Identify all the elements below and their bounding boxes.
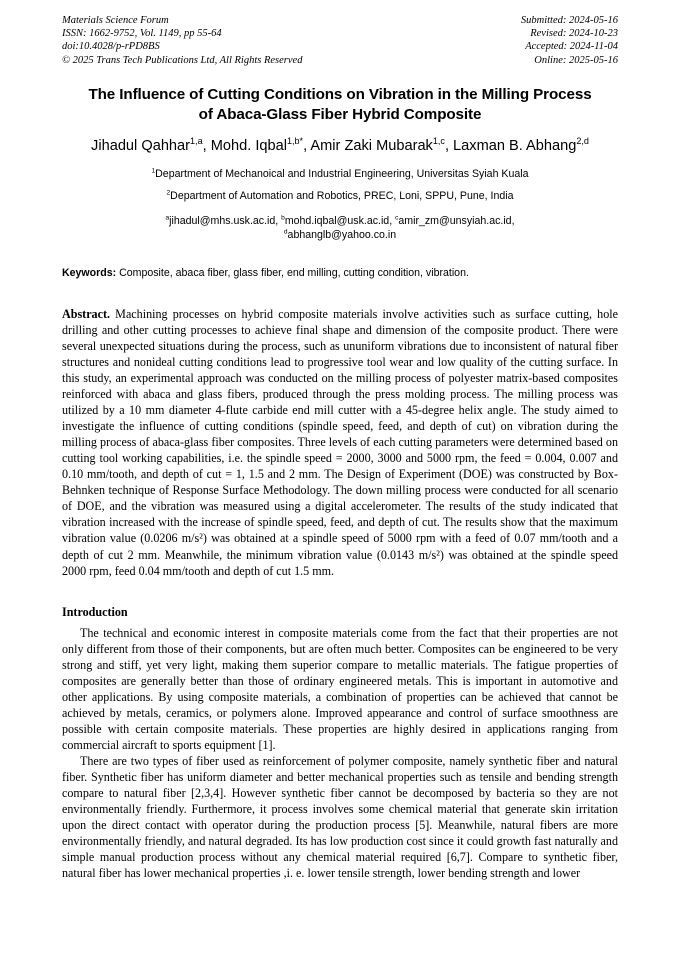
journal-copyright: © 2025 Trans Tech Publications Ltd, All Rights Reserved [62, 54, 303, 66]
author-separator: , [444, 137, 454, 154]
affiliation-2 [62, 189, 618, 203]
affiliation-text: Department of Mechanoical and Industrial Engineering, Universitas Syiah Kuala [155, 167, 529, 180]
journal-name: Materials Science Forum [62, 15, 169, 26]
paper-title [62, 85, 618, 125]
journal-header-left [62, 14, 302, 67]
author-affiliation-marker: 1,c [432, 135, 445, 146]
date-online: Online: 2025-05-16 [534, 54, 618, 66]
author-separator: , [303, 137, 311, 154]
affiliation-marker: 2 [166, 189, 171, 197]
author-emails-line-2 [62, 228, 618, 242]
date-submitted: Submitted: 2024-05-16 [520, 15, 618, 26]
journal-doi: doi:10.4028/p-rPD8BS [62, 41, 160, 53]
author-separator: , [202, 137, 211, 154]
journal-header [62, 14, 618, 67]
introduction-heading: Introduction [62, 604, 128, 619]
abstract-text: Machining processes on hybrid composite materials involve activities such as surface cutting, hole drilling and other cutting processes to achieve final shape and dimension of the composite product. There were several unexpected situations during the process, such as ununiform vibrations due to inconsistent of natural fiber structures and nonideal cutting conditions lead to progressive tool wear and low quality of the cutting surface. In this study, an experimental approach was conducted on the milling process of polyester matrix-based composites reinforced with abaca and glass fibers, produced through the press molding process. The milling process was utilized by a 10 mm diameter 4-flute carbide end mill cutter with a 45-degree helix angle. The study aimed to investigate the influence of cutting conditions (spindle speed, feed, and depth of cut) on vibration during the milling process of abaca-glass fiber composites. Three levels of each cutting parameters were determined based on cutting tool working capabilities, i.e. the spindle speed = 2000, 3000 and 5000 rpm, the feed = 0.004, 0.007 and 0.10 mm/tooth, and depth of cut = 1, 1.5 and 2 mm. The Design of Experiment (DOE) was constructed by Box-Behnken technique of Response Surface Methodology. The down milling process were conducted for all scenario of DOE, and the vibration was measured using a digital accelerometer. The results of the study indicated that vibration increased with the increase of spindle speed, feed, and depth of cut. The results show that the maximum vibration value (0.0206 m/s²) was obtained at a spindle speed of 5000 rpm with a feed of 0.07 mm/tooth and a depth of cut 2 mm. Meanwhile, the minimum vibration value (0.0143 m/s²) was obtained at the spindle speed 2000 rpm, feed 0.04 mm/tooth and depth of cut 1.5 mm. [62, 306, 618, 578]
affiliation-1 [62, 167, 618, 181]
paper-title-line-2: of Abaca-Glass Fiber Hybrid Composite [198, 105, 482, 123]
author-name: Laxman B. Abhang [453, 137, 577, 154]
email-marker: c [395, 214, 399, 222]
author-affiliation-marker: 2,d [576, 135, 589, 146]
email-marker: d [283, 228, 288, 236]
introduction-paragraph-1: The technical and economic interest in composite materials come from the fact that their properties are not only different from those of their components, but are often much better. Composites can be engineered to be very strong and stiff, yet very light, making them superior compare to metallic materials. The fatigue properties of composites are generally better than those of ordinary engineered metals. This is important in automotive and other applications. By using composite materials, a combination of properties can be achieved that cannot be achieved by metals, ceramics, or polymers alone. Improved appearance and control of surface smoothness are possible with certain composite materials. These properties are highly desired in applications ranging from commercial aircraft to sports equipment [1]. [62, 625, 618, 752]
affiliation-marker: 1 [151, 167, 156, 175]
email-address[interactable]: jihadul@mhs.usk.ac.id, [169, 214, 282, 227]
author-list [62, 137, 618, 156]
abstract-block [62, 306, 618, 579]
email-address[interactable]: mohd.iqbal@usk.ac.id, [284, 214, 396, 227]
email-address[interactable]: amir_zm@unsyiah.ac.id, [398, 214, 515, 227]
page-content [62, 14, 618, 881]
date-revised: Revised: 2024-10-23 [530, 28, 618, 40]
author-name: Jihadul Qahhar [91, 137, 191, 154]
author-emails-line-1 [62, 214, 618, 228]
keywords-block [62, 266, 618, 280]
author-name: Mohd. Iqbal [210, 137, 287, 154]
keywords-text: Composite, abaca fiber, glass fiber, end milling, cutting condition, vibration. [116, 266, 469, 279]
introduction-paragraph-2: There are two types of fiber used as reinforcement of polymer composite, namely synthetic fiber and natural fiber. Synthetic fiber has uniform diameter and better mechanical properties such as tensile and bending strength compare to natural fiber [2,3,4]. However synthetic fiber cannot be decomposed by bacteria so they are not environmentally friendly. Furthermore, it process involves some chemical material that generate skin irritation upon the direct contact with operator during the production process [5]. Meanwhile, natural fibers are more environmentally friendly, and natural degraded. Its has low production cost since it could growth fast naturally and simple manual production process without any chemical material required [6,7]. Compare to synthetic fiber, natural fiber has lower mechanical properties ,i. e. lower tensile strength, lower bending strength and lower [62, 753, 618, 881]
affiliation-text: Department of Automation and Robotics, PREC, Loni, SPPU, Pune, India [170, 189, 514, 202]
author-name: Amir Zaki Mubarak [310, 137, 433, 154]
keywords-label: Keywords: [62, 266, 117, 279]
author-affiliation-marker: 1,a [190, 135, 203, 146]
email-marker: b [281, 214, 285, 222]
journal-issn-volume: ISSN: 1662-9752, Vol. 1149, pp 55-64 [62, 28, 222, 40]
abstract-label: Abstract. [62, 306, 111, 321]
paper-title-line-1: The Influence of Cutting Conditions on Vibration in the Milling Process [88, 85, 592, 103]
author-emails [62, 214, 618, 242]
author-affiliation-marker: 1,b* [286, 135, 304, 146]
journal-header-right [521, 14, 618, 67]
date-accepted: Accepted: 2024-11-04 [525, 41, 618, 53]
email-address[interactable]: abhanglb@yahoo.co.in [287, 228, 397, 241]
email-marker: a [165, 214, 170, 222]
